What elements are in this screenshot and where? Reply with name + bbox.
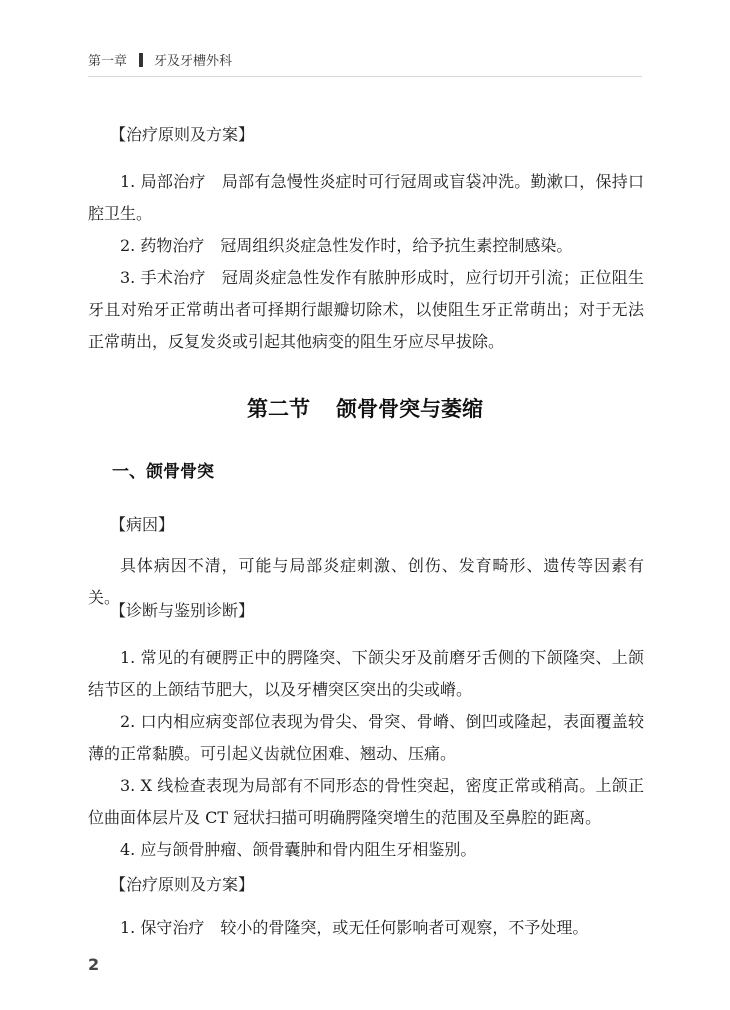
chapter-title: 牙及牙槽外科 (154, 54, 233, 69)
section-heading: 【病因】 (110, 515, 175, 534)
header-separator (139, 53, 143, 67)
treatment-item: 1. 保守治疗 较小的骨隆突，或无任何影响者可观察，不予处理。 (120, 918, 589, 937)
treatment-item: 3. 手术治疗 冠周炎症急性发作有脓肿形成时，应行切开引流；正位阻生牙且对殆牙正常萌出者可择期行龈瓣切除术，以使阻生牙正常萌出；对于无法正常萌出，反复发炎或引起其他病变的阻生牙应尽早拔除。 (88, 268, 644, 351)
treatment-block-2 (88, 872, 644, 944)
treatment-block-1 (88, 122, 644, 358)
page-number: 2 (88, 955, 100, 974)
subsection-title: 一、颌骨骨突 (112, 462, 214, 482)
cause-text: 具体病因不清，可能与局部炎症刺激、创伤、发育畸形、遗传等因素有关。 (88, 556, 644, 607)
diagnosis-item: 2. 口内相应病变部位表现为骨尖、骨突、骨嵴、倒凹或隆起，表面覆盖较薄的正常黏膜。可引起义齿就位困难、翘动、压痛。 (88, 712, 644, 763)
diagnosis-item: 1. 常见的有硬腭正中的腭隆突、下颌尖牙及前磨牙舌侧的下颌隆突、上颌结节区的上颌结节肥大，以及牙槽突区突出的尖或嵴。 (88, 648, 644, 699)
running-header (88, 50, 232, 69)
section-heading: 【治疗原则及方案】 (110, 125, 255, 144)
treatment-item: 2. 药物治疗 冠周组织炎症急性发作时，给予抗生素控制感染。 (120, 236, 573, 255)
chapter-label: 第一章 (88, 54, 128, 69)
treatment-item: 1. 局部治疗 局部有急慢性炎症时可行冠周或盲袋冲洗。勤漱口，保持口腔卫生。 (88, 172, 644, 223)
section-title: 第二节 颌骨骨突与萎缩 (247, 397, 483, 421)
header-rule (88, 76, 642, 77)
section-heading: 【治疗原则及方案】 (110, 875, 255, 894)
diagnosis-item: 3. X 线检查表现为局部有不同形态的骨性突起，密度正常或稍高。上颌正位曲面体层片及 CT 冠状扫描可明确腭隆突增生的范围及至鼻腔的距离。 (88, 776, 644, 827)
diagnosis-item: 4. 应与颌骨肿瘤、颌骨囊肿和骨内阻生牙相鉴别。 (120, 840, 477, 859)
diagnosis-block (88, 598, 644, 866)
section-heading: 【诊断与鉴别诊断】 (110, 601, 255, 620)
